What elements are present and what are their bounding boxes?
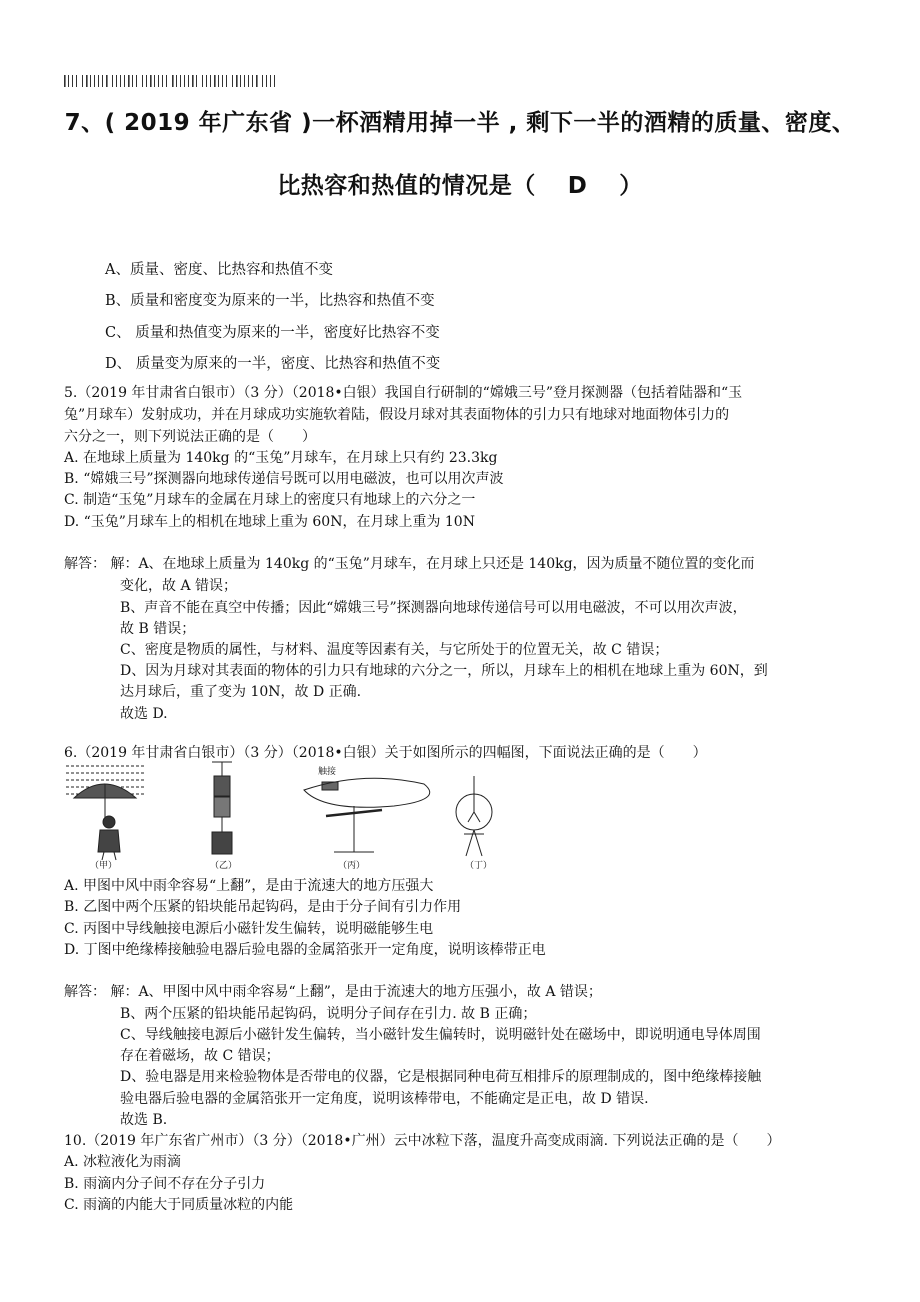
header-barcode xyxy=(64,75,279,87)
q5-stem-line: 兔”月球车）发射成功，并在月球成功实施软着陆，假设月球对其表面物体的引力只有地球对地面物体引力的 xyxy=(64,407,730,423)
q5-answer-line: 变化，故 A 错误； xyxy=(120,578,238,594)
figure-caption-yi: （乙） xyxy=(210,861,238,871)
q6-stem: 6.（2019 年甘肃省白银市）（3 分）（2018•白银）关于如图所示的四幅图，下面说法正确的是（ ） xyxy=(64,745,707,761)
figure-jia-umbrella xyxy=(66,766,144,860)
q5-answer-line: 故 B 错误； xyxy=(120,621,196,637)
q7-title-line2: 比热容和热值的情况是（ D ） xyxy=(277,173,643,199)
q5-answer-line: 解答： 解：A、在地球上质量为 140kg 的“玉兔”月球车，在月球上只还是 140kg，因为质量不随位置的变化而 xyxy=(64,556,755,572)
q7-title-line1: 7、( 2019 年广东省 )一杯酒精用掉一半 , 剩下一半的酒精的质量、密度、 xyxy=(64,110,856,136)
q5-stem-line: 六分之一，则下列说法正确的是（ ） xyxy=(64,429,316,445)
q7-option-a: A、质量、密度、比热容和热值不变 xyxy=(105,262,333,278)
q7-option-b: B、质量和密度变为原来的一半，比热容和热值不变 xyxy=(105,293,435,309)
figure-yi-lead-blocks xyxy=(212,762,232,854)
q5-stem-line: 5.（2019 年甘肃省白银市）（3 分）（2018•白银）我国自行研制的“嫦娥三号”登月探测器（包括着陆器和“玉 xyxy=(64,385,743,401)
q6-option-a: A. 甲图中风中雨伞容易“上翻”，是由于流速大的地方压强大 xyxy=(64,878,434,894)
figure-ding-electroscope xyxy=(456,776,492,856)
q6-option-b: B. 乙图中两个压紧的铅块能吊起钩码，是由于分子间有引力作用 xyxy=(64,899,462,915)
q5-answer-line: 达月球后，重了变为 10N，故 D 正确. xyxy=(120,684,362,700)
q10-option-b: B. 雨滴内分子间不存在分子引力 xyxy=(64,1176,266,1192)
q5-answer-line: D、因为月球对其表面的物体的引力只有地球的六分之一，所以，月球车上的相机在地球上重为 60N，到 xyxy=(120,663,768,679)
figure-caption-ding: （丁） xyxy=(465,861,493,871)
figure-caption-bing: （丙） xyxy=(338,861,366,871)
q6-option-c: C. 丙图中导线触接电源后小磁针发生偏转，说明磁能够生电 xyxy=(64,921,434,937)
q5-answer-line: 故选 D. xyxy=(120,706,168,722)
q6-answer-line: B、两个压紧的铅块能吊起钩码，说明分子间存在引力. 故 B 正确； xyxy=(120,1006,537,1022)
q10-option-a: A. 冰粒液化为雨滴 xyxy=(64,1154,182,1170)
q5-option-c: C. 制造“玉兔”月球车的金属在月球上的密度只有地球上的六分之一 xyxy=(64,492,476,508)
q10-option-c: C. 雨滴的内能大于同质量冰粒的内能 xyxy=(64,1197,294,1213)
figure-label-chujie: 触接 xyxy=(318,767,337,777)
q5-option-a: A. 在地球上质量为 140kg 的“玉兔”月球车，在月球上只有约 23.3kg xyxy=(64,450,498,466)
figure-bing-compass xyxy=(304,778,430,852)
q10-stem: 10.（2019 年广东省广州市）（3 分）（2018•广州）云中冰粒下落，温度升高变成雨滴. 下列说法正确的是（ ） xyxy=(64,1133,781,1149)
q5-option-d: D. “玉兔”月球车上的相机在地球上重为 60N，在月球上重为 10N xyxy=(64,514,475,530)
q6-answer-line: 故选 B. xyxy=(120,1112,168,1128)
q7-option-d: D、 质量变为原来的一半，密度、比热容和热值不变 xyxy=(105,356,441,372)
q6-answer-line: C、导线触接电源后小磁针发生偏转，当小磁针发生偏转时，说明磁针处在磁场中，即说明通电导体周围 xyxy=(120,1027,761,1043)
q5-answer-line: C、密度是物质的属性，与材料、温度等因素有关，与它所处于的位置无关，故 C 错误； xyxy=(120,642,669,658)
q6-answer-line: 解答： 解：A、甲图中风中雨伞容易“上翻”，是由于流速大的地方压强小，故 A 错误； xyxy=(64,984,602,1000)
q5-option-b: B. “嫦娥三号”探测器向地球传递信号既可以用电磁波，也可以用次声波 xyxy=(64,471,504,487)
q7-option-c: C、 质量和热值变为原来的一半，密度好比热容不变 xyxy=(105,325,440,341)
q6-option-d: D. 丁图中绝缘棒接触验电器后验电器的金属箔张开一定角度，说明该棒带正电 xyxy=(64,942,546,958)
figure-caption-jia: （甲） xyxy=(90,861,118,871)
q6-answer-line: 验电器后验电器的金属箔张开一定角度，说明该棒带电，不能确定是正电，故 D 错误. xyxy=(120,1091,649,1107)
q6-answer-line: D、验电器是用来检验物体是否带电的仪器，它是根据同种电荷互相排斥的原理制成的，图中绝缘棒接触 xyxy=(120,1069,762,1085)
q6-figure xyxy=(64,760,504,872)
q6-answer-line: 存在着磁场，故 C 错误； xyxy=(120,1048,280,1064)
q5-answer-line: B、声音不能在真空中传播；因此“嫦娥三号”探测器向地球传递信号可以用电磁波，不可以用次声波， xyxy=(120,600,747,616)
